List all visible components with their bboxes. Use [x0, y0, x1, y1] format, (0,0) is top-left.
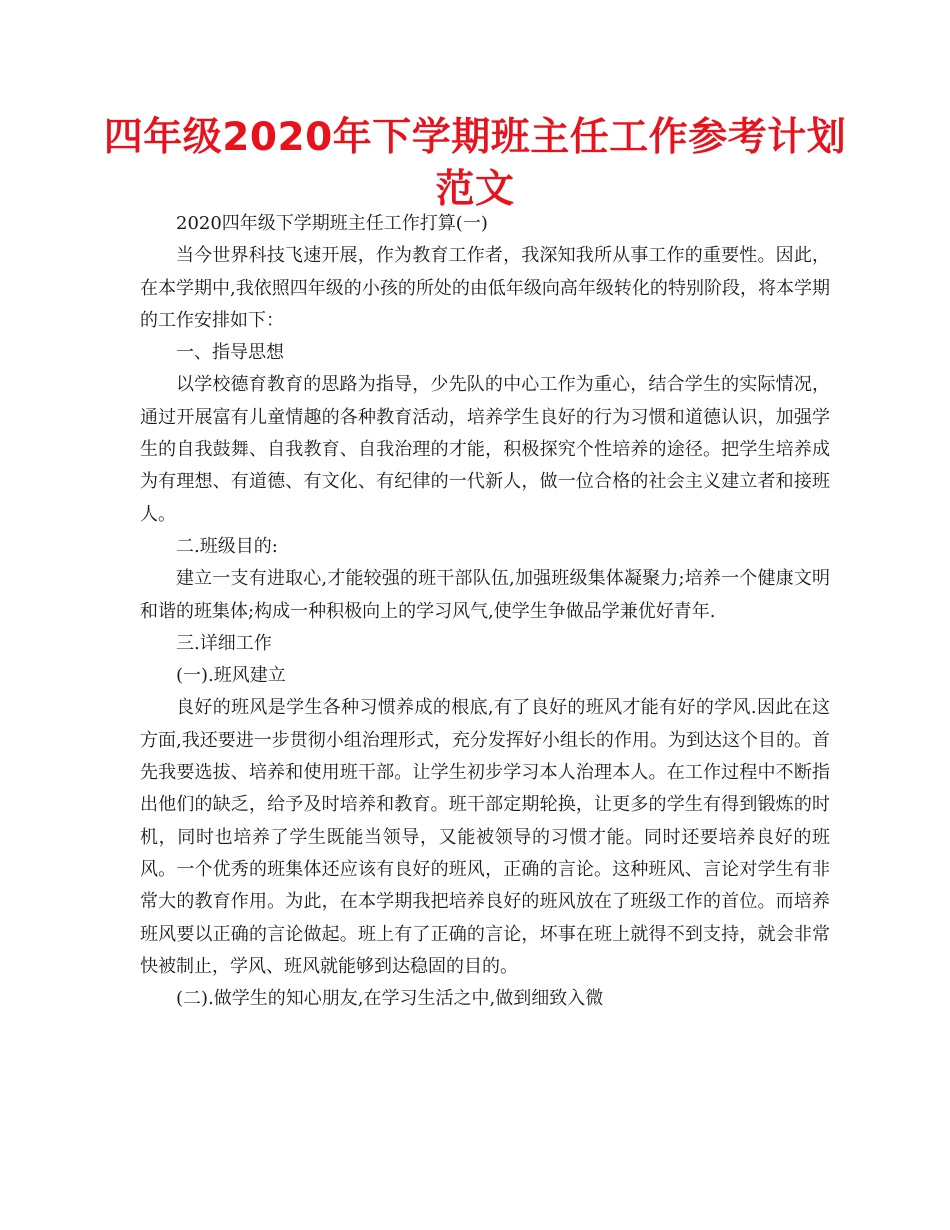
paragraph-plan-heading: 2020四年级下学期班主任工作打算(一): [176, 213, 488, 234]
document-title: 四年级2020年下学期班主任工作参考计划范文: [103, 115, 847, 212]
subsection-heading-class-style: (一).班风建立: [176, 665, 286, 687]
paragraph-class-style: 良好的班风是学生各种习惯养成的根底,有了良好的班风才能有好的学风.因此在这方面,我还要进一步贯彻小组治理形式，充分发挥好小组长的作用。为到达这个目的。首先我要选拔、培养和使用班干部。让学生初步学习本人治理本人。在工作过程中不断指出他们的缺乏，给予及时培养和教育。班干部定期轮换，让更多的学生有得到锻炼的时机，同时也培养了学生既能当领导，又能被领导的习惯才能。同时还要培养良好的班风。一个优秀的班集体还应该有良好的班风，正确的言论。这种班风、言论对学生有非常大的教育作用。为此，在本学期我把培养良好的班风放在了班级工作的首位。而培养班风要以正确的言论做起。班上有了正确的言论，坏事在班上就得不到支持，就会非常快被制止，学风、班风就能够到达稳固的目的。: [140, 697, 830, 977]
section-heading-guiding-ideology: 一、指导思想: [176, 342, 284, 364]
document-body: [140, 208, 830, 1015]
section-heading-class-goals: 二.班级目的:: [176, 535, 278, 557]
paragraph-intro: 当今世界科技飞速开展，作为教育工作者，我深知我所从事工作的重要性。因此，在本学期中,我依照四年级的小孩的所处的由低年级向高年级转化的特别阶段，将本学期的工作安排如下：: [140, 245, 830, 331]
subsection-heading-student-friend: (二).做学生的知心朋友,在学习生活之中,做到细致入微: [176, 988, 604, 1010]
paragraph-class-goals: 建立一支有进取心,才能较强的班干部队伍,加强班级集体凝聚力;培养一个健康文明和谐的班集体;构成一种积极向上的学习风气,使学生争做品学兼优好青年.: [140, 568, 830, 622]
section-heading-detailed-work: 三.详细工作: [176, 632, 272, 654]
paragraph-guiding-ideology: 以学校德育教育的思路为指导，少先队的中心工作为重心，结合学生的实际情况，通过开展富有儿童情趣的各种教育活动，培养学生良好的行为习惯和道德认识，加强学生的自我鼓舞、自我教育、自我治理的才能，积极探究个性培养的途径。把学生培养成为有理想、有道德、有文化、有纪律的一代新人，做一位合格的社会主义建立者和接班人。: [140, 374, 830, 525]
